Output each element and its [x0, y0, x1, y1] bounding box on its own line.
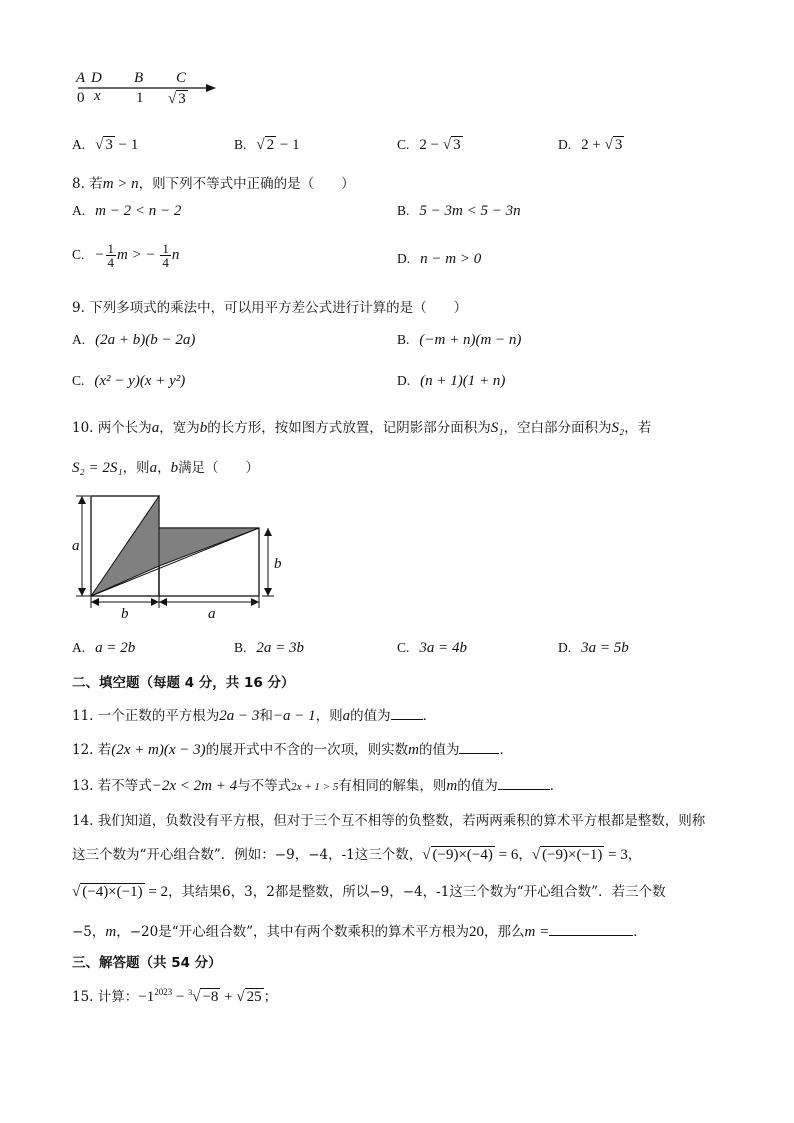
point-d-label: D — [91, 70, 102, 86]
q7-option-c[interactable]: C. 2 − √ 3 — [397, 137, 461, 153]
q10-option-a[interactable]: A. a = 2b — [72, 640, 136, 656]
q14-line3: √ (−4)×(−1) = 2，其结果6，3，2都是整数，所以−9，−4，-1这三个数为“开心组合数”．若三个数 — [72, 884, 666, 900]
dim-b-bottom: b — [121, 606, 129, 622]
value-x: x — [94, 88, 101, 104]
dim-b-right: b — [274, 556, 282, 572]
q14-answer-blank[interactable] — [549, 923, 633, 936]
q11-answer-blank[interactable] — [391, 707, 423, 720]
q13: 13. 若不等式−2x < 2m + 4与不等式2x + 1 > 5有相同的解集，则m的值为 ． — [72, 778, 564, 794]
section-3-heading: 三、解答题（共 54 分） — [72, 955, 222, 971]
value-0: 0 — [77, 90, 85, 106]
q10-option-c[interactable]: C. 3a = 4b — [397, 640, 468, 656]
value-1: 1 — [136, 90, 144, 106]
q11: 11. 一个正数的平方根为2a − 3和−a − 1，则a的值为 ． — [72, 708, 437, 724]
q10-stem-line1: 10. 两个长为a，宽为b的长方形，按如图方式放置，记阴影部分面积为S₁，空白部分面积为S₂，若 — [72, 420, 652, 436]
point-b-label: B — [134, 70, 144, 86]
rectangles-figure-svg — [66, 490, 296, 625]
q7-option-d[interactable]: D. 2 + √ 3 — [558, 137, 623, 153]
q8-stem: 8. 若m > n，则下列不等式中正确的是（ ） — [72, 176, 355, 192]
q8-option-d[interactable]: D. n − m > 0 — [397, 251, 482, 267]
dim-a-bottom: a — [208, 606, 216, 622]
q8-option-b[interactable]: B. 5 − 3m < 5 − 3n — [397, 203, 521, 219]
q7-option-a[interactable]: A. √ 3 − 1 — [72, 137, 139, 153]
value-sqrt3: √ 3 — [168, 91, 186, 107]
point-a-label: A — [76, 70, 86, 86]
q15: 15. 计算：$-1^{2023} - ^3√ -8$ + √ 25 ； — [72, 987, 278, 1005]
q9-stem: 9. 下列多项式的乘法中，可以用平方差公式进行计算的是（ ） — [72, 300, 468, 316]
q10-option-d[interactable]: D. 3a = 5b — [558, 640, 629, 656]
q14-line1: 14. 我们知道，负数没有平方根，但对于三个互不相等的负整数，若两两乘积的算术平方根都是整数，则称 — [72, 813, 706, 829]
dim-a-left: a — [72, 538, 80, 554]
q10-stem-line2: S₂ = 2S₁，则a，b满足（ ） — [72, 460, 260, 476]
q10-option-b[interactable]: B. 2a = 3b — [234, 640, 305, 656]
q9-option-d[interactable]: D. (n + 1)(1 + n) — [397, 373, 506, 389]
q14-line4: −5，m，−20是“开心组合数”，其中有两个数乘积的算术平方根为20，那么m = ． — [72, 924, 647, 940]
q8-option-a[interactable]: A. m − 2 < n − 2 — [72, 203, 182, 219]
q14-line2: 这三个数为“开心组合数”．例如：−9，−4，-1这三个数，√ (−9)×(−4) = 6，√ (−9)×(−1) = 3， — [72, 847, 642, 863]
section-2-heading: 二、填空题（每题 4 分，共 16 分） — [72, 675, 295, 691]
q9-option-c[interactable]: C. (x² − y)(x + y²) — [72, 373, 186, 389]
q9-option-a[interactable]: A. (2a + b)(b − 2a) — [72, 332, 196, 348]
point-c-label: C — [176, 70, 187, 86]
q8-option-c[interactable]: C. − $\frac{1}{4}$ m > − $\frac{1}{4}$ n — [72, 241, 180, 270]
q12: 12. 若(2x + m)(x − 3)的展开式中不含的一次项，则实数m的值为 ． — [72, 742, 513, 758]
q12-answer-blank[interactable] — [459, 741, 499, 754]
q13-answer-blank[interactable] — [498, 777, 550, 790]
q9-option-b[interactable]: B. (−m + n)(m − n) — [397, 332, 522, 348]
q7-option-b[interactable]: B. √ 2 − 1 — [234, 137, 300, 153]
